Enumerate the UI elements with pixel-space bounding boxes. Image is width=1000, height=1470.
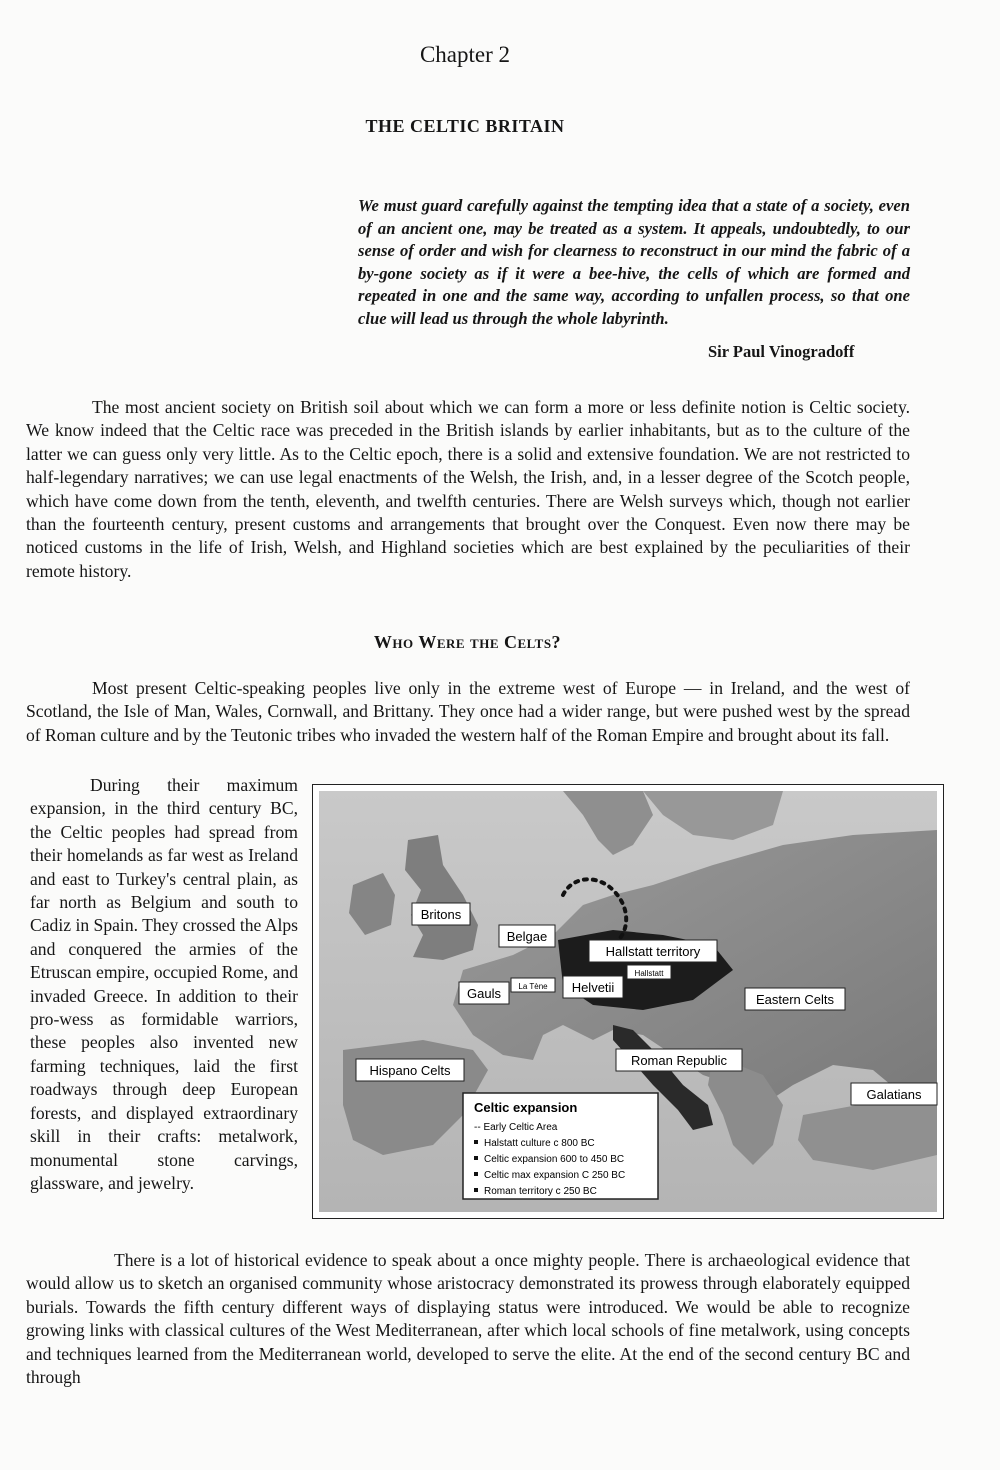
- paragraph-evidence: There is a lot of historical evidence to speak about a once mighty people. There is archaeological evidence that would allow us to sketch an organised community whose aristocracy demonstrated its prowess through elaborately equipped burials. Towards the fifth century different ways of displaying status were introduced. We would be able to recognize growing links with classical cultures of the West Mediterranean, after which local schools of fine metalwork, using concepts and techniques learned from the Mediterranean world, developed to serve the elite. At the end of the second century BC and through: [26, 1250, 910, 1388]
- label-la-tene: [511, 978, 555, 992]
- chapter-heading: Chapter 2: [419, 42, 511, 67]
- svg-text:Helvetii: Helvetii: [571, 980, 615, 995]
- legend-item: Celtic expansion 600 to 450 BC: [484, 1154, 625, 1165]
- label-hallstatt-territory: [589, 940, 717, 962]
- section-heading: [0, 632, 935, 653]
- label-hallstatt: [627, 965, 671, 979]
- svg-text:Eastern Celts: Eastern Celts: [755, 992, 835, 1007]
- paragraph-expansion: [30, 774, 298, 1195]
- svg-text:La Tène: La Tène: [518, 982, 548, 991]
- label-gauls: [459, 982, 509, 1004]
- celtic-expansion-map: [312, 784, 944, 1219]
- chapter-title: THE CELTIC BRITAIN: [365, 116, 565, 136]
- svg-text:Galatians: Galatians: [866, 1087, 922, 1102]
- svg-text:Hallstatt territory: Hallstatt territory: [605, 944, 701, 959]
- label-eastern-celts: [745, 988, 845, 1010]
- legend-item: Halstatt culture c 800 BC: [484, 1138, 595, 1149]
- svg-text:Roman Republic: Roman Republic: [630, 1053, 728, 1068]
- svg-text:Hispano Celts: Hispano Celts: [369, 1063, 451, 1078]
- paragraph-celts: Most present Celtic-speaking peoples live only in the extreme west of Europe — in Ireland, and the west of Scotland, the Isle of Man, Wales, Cornwall, and Brittany. They once had a wider range, but were pushed west by the spread of Roman culture and by the Teutonic tribes who invaded the western half of the Roman Empire and brought about its fall.: [26, 678, 910, 745]
- label-helvetii: [563, 976, 623, 998]
- label-belgae: [499, 925, 555, 947]
- epigraph-quote: We must guard carefully against the tempting idea that a state of a society, even of an ancient one, may be treated as a system. It appeals, undoubtedly, to our sense of order and wish for clearness to reconstruct in our mind the fabric of a by-gone society as if it were a bee-hive, the cells of which are formed and repeated in one and the same way, according to unfallen process, so that one clue will lead us through the whole labyrinth.: [358, 196, 910, 328]
- paragraph-intro: The most ancient society on British soil about which we can form a more or less definite notion is Celtic society. We know indeed that the Celtic race was preceded in the British islands by earlier inhabitants, but as to the culture of the latter we can guess only very little. As to the Celtic epoch, there is a solid and extensive foundation. We are not restricted to half-legendary narratives; we can use legal enactments of the Welsh, the Irish, and, in a lesser degree of the Scotch people, which have come down from the tenth, eleventh, and twelfth centuries. There are Welsh surveys which, though not earlier than the fourteenth century, present customs and arrangements that brought over the Conquest. Even now there may be noticed customs in the life of Irish, Welsh, and Highland societies which are best explained by the peculiarities of their remote history.: [26, 397, 910, 581]
- legend-item: -- Early Celtic Area: [474, 1122, 558, 1133]
- svg-text:Britons: Britons: [420, 907, 462, 922]
- section-heading-text: Who Were the Celts?: [373, 632, 562, 652]
- label-hispano-celts: [356, 1059, 464, 1081]
- legend-title: Celtic expansion: [474, 1100, 578, 1115]
- epigraph-author: Sir Paul Vinogradoff: [708, 342, 855, 361]
- label-britons: [412, 903, 470, 925]
- map-graphic: [313, 785, 943, 1218]
- legend-item: Roman territory c 250 BC: [484, 1186, 597, 1197]
- svg-text:Belgae: Belgae: [506, 929, 548, 944]
- label-galatians: [851, 1083, 937, 1105]
- svg-text:Gauls: Gauls: [467, 986, 501, 1001]
- paragraph-expansion-text: During their maximum expansion, in the third century BC, the Celtic peoples had spread from their homelands as far west as Ireland and east to Turkey's central plain, as far north as Belgium and south to Cadiz in Spain. They crossed the Alps and conquered the armies of the Etruscan empire, occupied Rome, and invaded Greece. In addition to their pro-wess as formidable warriors, these peoples also invented new farming techniques, laid the first roadways through deep European forests, and displayed extraordinary skill in their crafts: metalwork, monumental stone carvings, glassware, and jewelry.: [30, 775, 298, 1193]
- svg-text:Hallstatt: Hallstatt: [634, 969, 664, 978]
- map-legend: [463, 1093, 658, 1199]
- label-roman-republic: [616, 1049, 742, 1071]
- legend-item: Celtic max expansion C 250 BC: [484, 1170, 626, 1181]
